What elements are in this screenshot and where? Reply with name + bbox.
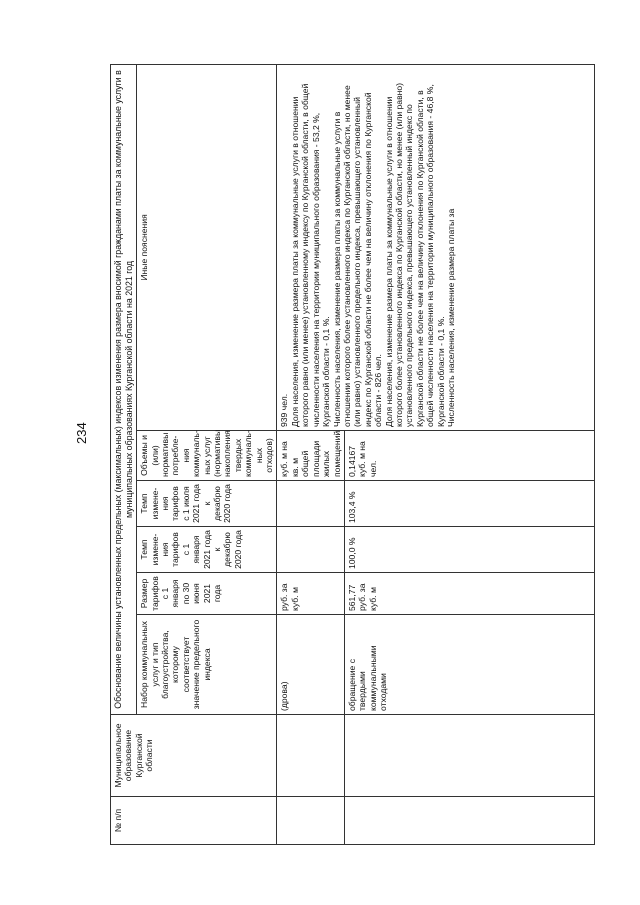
explanation-line: Доля населения, изменение размера платы за коммунальные услуги в отношении которого равно (или менее) установленному индексу по Курганской области, в общей численности населения на территории муниципального образования - 53,2 %, Курганской области - 0,1 %. xyxy=(289,83,332,427)
row-municipality xyxy=(344,715,594,797)
row-growth-jan xyxy=(277,527,344,573)
rotated-table-container xyxy=(110,65,607,845)
row-num xyxy=(344,797,594,845)
row-num xyxy=(277,797,344,845)
row-service: (дрова) xyxy=(277,615,344,715)
services-header: Набор коммунальных услуг и тип благоустройства, которому соответствует значение предельного индекса xyxy=(137,615,277,715)
num-header: № п/п xyxy=(111,797,277,845)
table-caption-row xyxy=(111,64,137,844)
volumes-header: Объемы и (или) нормативы потребле-ния коммуналь-ных услуг (нормативы накопления твердых коммуналь-ных отходов) xyxy=(137,431,277,481)
other-header: Иные пояснения xyxy=(137,64,277,430)
tariff-justification-table xyxy=(110,64,595,845)
tariff-size-header: Размер тарифов с 1 января по 30 июня 2021 года xyxy=(137,573,277,615)
row-tariff: 561,77 руб. за куб. м xyxy=(344,573,594,615)
explanation-line: 939 чел. xyxy=(279,393,290,427)
explanation-line: Доля населения, изменение размера платы за коммунальные услуги в отношении которого более установленного индекса по Курганской области, но менее (или равно) установленного предельного индекса, превышающего установленный индекс по Курганской области не более чем на величину отклонения по Курганской области, в общей численности населения на территории муниципального образования - 46,8 %, Курганской области - 0,1 %. xyxy=(383,82,446,427)
explanation-line: Численность населения, изменение размера платы за коммунальные услуги в отношении которого более установленного индекса по Курганской области, но менее (или равно) установленного предельного индекса, превышающего установленный индекс по Курганской области не более чем на величину отклонения по Курганской области - 826 чел. xyxy=(331,85,384,427)
row-explanation xyxy=(277,64,594,430)
row-service: обращение с твердыми коммунальными отходами xyxy=(344,615,594,715)
growth-jul-header: Темп измене-ния тарифов с 1 июля 2021 года к декабрю 2020 года xyxy=(137,481,277,527)
row-volume: 0,14167 куб. м на чел. xyxy=(344,431,594,481)
page-number: 234 xyxy=(74,422,89,444)
municipality-header: Муниципальное образование Курганской области xyxy=(111,715,277,797)
table-caption: Обоснование величины установленных предельных (максимальных) индексов изменения размера вносимой гражданами платы за коммунальные услуги в муниципальных образованиях Курганской области на 2021 год xyxy=(111,64,137,714)
explanation-line: Численность населения, изменение размера платы за xyxy=(445,208,456,427)
row-tariff: руб. за куб. м xyxy=(277,573,344,615)
row-volume: куб. м на кв. м общей площади жилых помещений xyxy=(277,431,344,481)
row-growth-jul xyxy=(277,481,344,527)
growth-jan-header: Темп измене-ния тарифов с 1 января 2021 года к декабрю 2020 года xyxy=(137,527,277,573)
row-municipality xyxy=(277,715,344,797)
row-growth-jan: 100,0 % xyxy=(344,527,594,573)
row-growth-jul: 103,4 % xyxy=(344,481,594,527)
table-row xyxy=(277,64,344,844)
